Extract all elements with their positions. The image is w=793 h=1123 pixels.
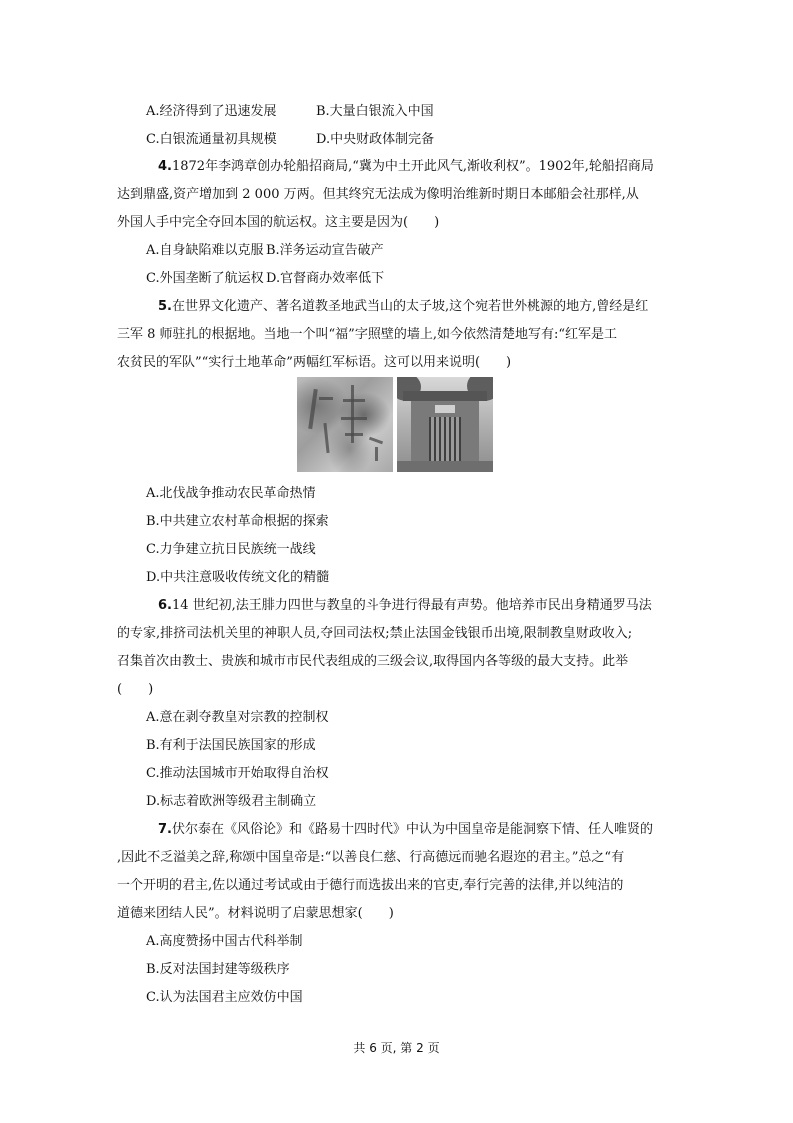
q6-stem-line-4: ( ) — [117, 682, 154, 697]
q6-stem-line-2: 的专家,排挤司法机关里的神职人员,夺回司法权;禁止法国金钱银币出境,限制教皇财政收入; — [117, 626, 633, 641]
q7-stem-line-4: 道德来团结人民”。材料说明了启蒙思想家( ) — [117, 906, 394, 921]
q4-number: 4. — [158, 159, 172, 174]
q3-option-a: A.经济得到了迅速发展 — [146, 104, 277, 119]
q7-number: 7. — [158, 822, 172, 837]
q6-option-c: C.推动法国城市开始取得自治权 — [146, 766, 329, 781]
q4-option-c: C.外国垄断了航运权 — [146, 271, 264, 286]
q6-number: 6. — [158, 598, 172, 613]
q3-option-d: D.中央财政体制完备 — [316, 132, 435, 147]
q4-options-row-1 — [146, 242, 384, 260]
q5-number: 5. — [158, 299, 172, 314]
q4-stem-line-1: 4.1872年李鸿章创办轮船招商局,“冀为中土开此风气,渐收利权”。1902年,轮船招商局 — [158, 159, 654, 174]
q5-stem-line-3: 农贫民的军队”“实行土地革命”两幅红军标语。这可以用来说明( ) — [117, 355, 512, 370]
q4-stem-line-2: 达到鼎盛,资产增加到 2 000 万两。但其终究无法成为像明治维新时期日本邮船会社那样,从 — [117, 187, 639, 202]
q7-option-b: B.反对法国封建等级秩序 — [146, 962, 290, 977]
page-footer: 共 6 页, 第 2 页 — [353, 1041, 440, 1055]
q3-option-c: C.白银流通量初具规模 — [146, 132, 277, 147]
q3-options-row-1 — [146, 103, 434, 121]
q4-option-d: D.官督商办效率低下 — [266, 271, 385, 286]
q7-option-c: C.认为法国君主应效仿中国 — [146, 990, 303, 1005]
q5-photos — [297, 377, 493, 472]
q5-option-a: A.北伐战争推动农民革命热情 — [146, 486, 316, 501]
q5-option-c: C.力争建立抗日民族统一战线 — [146, 542, 316, 557]
q7-stem-line-2: ,因此不乏溢美之辞,称颂中国皇帝是:“以善良仁慈、行高德远而驰名遐迩的君主。”总之“有 — [117, 850, 625, 865]
fu-character-screen-wall-photo — [397, 377, 493, 472]
q7-stem-line-1: 7.伏尔泰在《风俗论》和《路易十四时代》中认为中国皇帝是能洞察下情、任人唯贤的 — [158, 822, 653, 837]
q5-stem-line-2: 三军 8 师驻扎的根据地。当地一个叫“福”字照壁的墙上,如今依然清楚地写有:“红军是工 — [117, 327, 617, 342]
q7-stem-line-3: 一个开明的君主,佐以通过考试或由于德行而选拔出来的官吏,奉行完善的法律,并以纯洁的 — [117, 878, 624, 893]
q5-option-b: B.中共建立农村革命根据的探索 — [146, 514, 329, 529]
red-army-slogan-wall-photo — [297, 377, 393, 472]
q6-option-a: A.意在剥夺教皇对宗教的控制权 — [146, 710, 329, 725]
q6-option-b: B.有利于法国民族国家的形成 — [146, 738, 316, 753]
q4-option-b: B.洋务运动宣告破产 — [266, 243, 384, 258]
q6-stem-line-1: 6.14 世纪初,法王腓力四世与教皇的斗争进行得最有声势。他培养市民出身精通罗马法 — [158, 598, 652, 613]
q5-option-d: D.中共注意吸收传统文化的精髓 — [146, 570, 330, 585]
q6-stem-line-3: 召集首次由教士、贵族和城市市民代表组成的三级会议,取得国内各等级的最大支持。此举 — [117, 654, 629, 669]
q3-options-row-2 — [146, 131, 435, 149]
q7-option-a: A.高度赞扬中国古代科举制 — [146, 934, 303, 949]
q4-options-row-2 — [146, 270, 385, 288]
q6-option-d: D.标志着欧洲等级君主制确立 — [146, 794, 317, 809]
q4-stem-line-3: 外国人手中完全夺回本国的航运权。这主要是因为( ) — [117, 215, 440, 230]
q5-stem-line-1: 5.在世界文化遗产、著名道教圣地武当山的太子坡,这个宛若世外桃源的地方,曾经是红 — [158, 299, 649, 314]
q4-option-a: A.自身缺陷难以克服 — [146, 243, 264, 258]
q3-option-b: B.大量白银流入中国 — [316, 104, 434, 119]
